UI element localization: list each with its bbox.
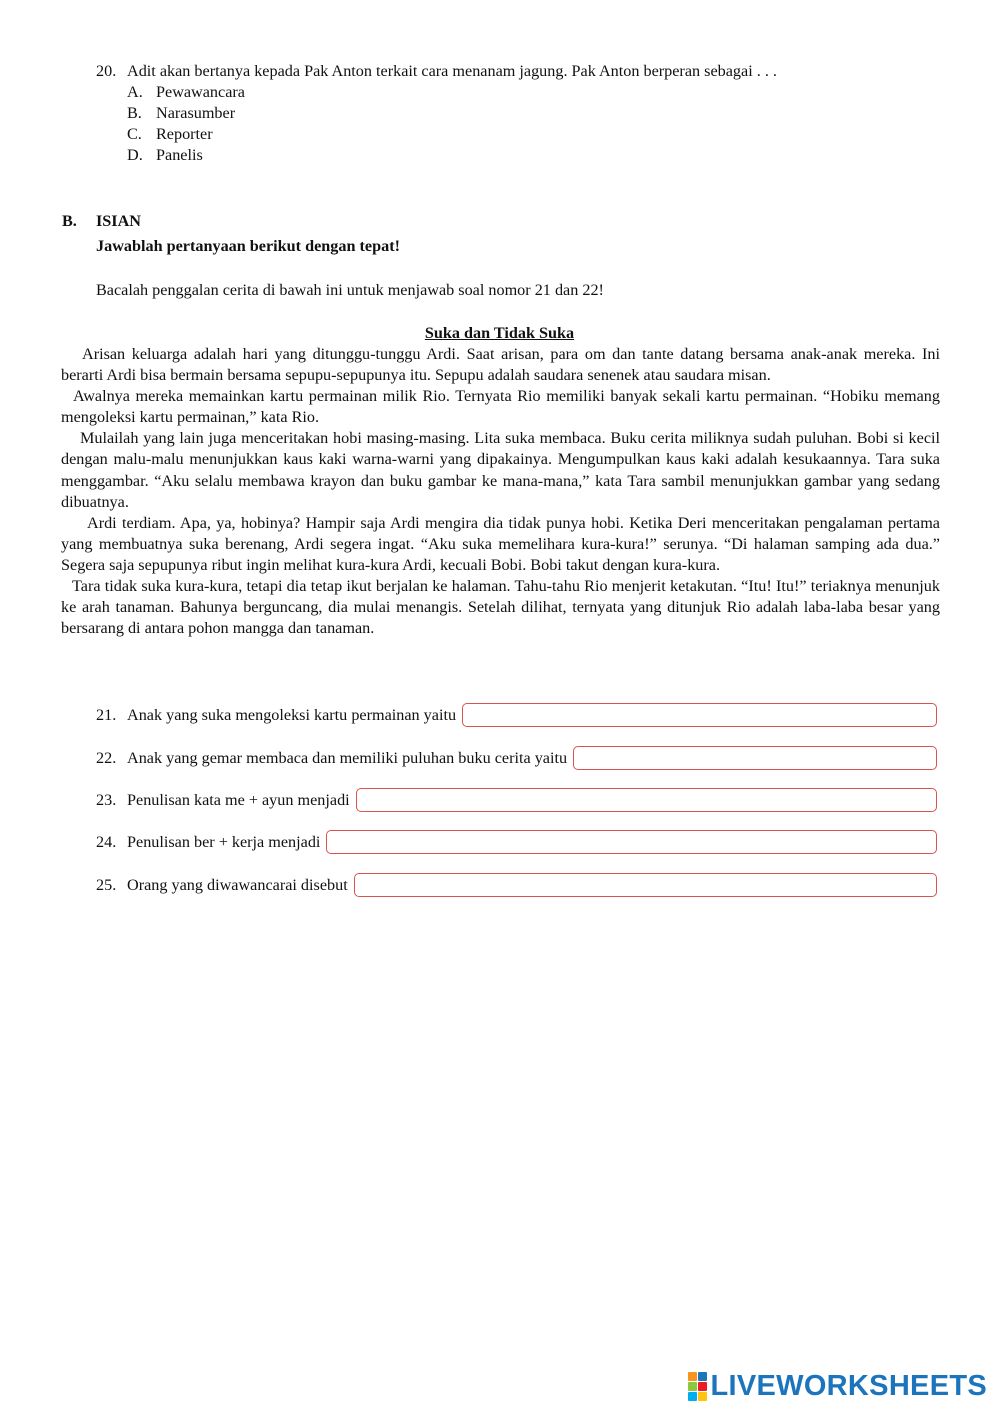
question-text: Orang yang diwawancarai disebut — [127, 875, 348, 894]
question-23 — [96, 787, 937, 813]
question-number: 22. — [96, 748, 117, 767]
logo-cell — [688, 1372, 697, 1381]
question-text: Penulisan kata me + ayun menjadi — [127, 790, 350, 809]
option-text: Reporter — [156, 125, 213, 143]
question-25 — [96, 872, 937, 898]
story-paragraph: Ardi terdiam. Apa, ya, hobinya? Hampir saja Ardi mengira dia tidak punya hobi. Ketika Deri menceritakan pengalaman pertama yang membuatnya suka berenang, Ardi segera ingat. “Aku suka memelihara kura-kura!” serunya. “Di halaman samping ada dua.” Segera saja sepupunya ribut ingin melihat kura-kura Ardi, kecuali Bobi. Bobi takut dengan kura-kura. — [61, 513, 940, 574]
liveworksheets-logo-icon — [688, 1372, 707, 1401]
option-letter: B. — [127, 104, 142, 122]
brand-name: LIVEWORKSHEETS — [710, 1370, 987, 1402]
section-b-heading — [62, 211, 141, 232]
question-20 — [96, 61, 956, 166]
answer-input-21[interactable] — [462, 703, 937, 727]
section-letter: B. — [62, 212, 77, 230]
story-paragraph: Awalnya mereka memainkan kartu permainan milik Rio. Ternyata Rio memiliki banyak sekali kartu permainan. “Hobiku memang mengoleksi kartu permainan,” kata Rio. — [61, 387, 940, 427]
option-text: Narasumber — [156, 104, 236, 122]
section-title: ISIAN — [96, 212, 141, 230]
story-title: Suka dan Tidak Suka — [424, 324, 575, 342]
option-text: Panelis — [156, 146, 203, 164]
story-paragraph: Arisan keluarga adalah hari yang ditunggu-tunggu Ardi. Saat arisan, para om dan tante datang bersama anak-anak mereka. Ini berarti Ardi bisa bermain bersama sepupu-sepupunya itu. Sepupu adalah saudara senenek atau saudara misan. — [61, 345, 940, 385]
question-text: Adit akan bertanya kepada Pak Anton terkait cara menanam jagung. Pak Anton berperan sebagai . . . — [127, 62, 777, 80]
option-a — [96, 82, 956, 103]
question-24 — [96, 829, 937, 855]
option-b — [96, 103, 956, 124]
logo-cell — [698, 1372, 707, 1381]
option-letter: C. — [127, 125, 142, 143]
section-instruction: Jawablah pertanyaan berikut dengan tepat! — [96, 237, 400, 255]
option-c — [96, 124, 956, 145]
question-22 — [96, 745, 937, 771]
story-paragraph: Tara tidak suka kura-kura, tetapi dia tetap ikut berjalan ke halaman. Tahu-tahu Rio menjerit ketakutan. “Itu! Itu!” teriaknya menunjuk ke arah tanaman. Bahunya berguncang, dia mulai menangis. Setelah dilihat, ternyata yang ditunjuk Rio adalah laba-laba besar yang bersarang di antara pohon mangga dan tanaman. — [61, 577, 940, 638]
question-20-stem — [96, 61, 956, 82]
option-letter: D. — [127, 146, 143, 164]
question-21 — [96, 702, 937, 728]
question-number: 25. — [96, 875, 117, 894]
story-paragraph: Mulailah yang lain juga menceritakan hobi masing-masing. Lita suka membaca. Buku cerita miliknya sudah puluhan. Bobi si kecil dengan malu-malu menunjukkan kaus kaki warna-warni yang dipakainya. Mengumpulkan kaus kaki adalah kesukaannya. Tara suka menggambar. “Aku selalu membawa krayon dan buku gambar ke mana-mana,” kata Tara sambil menunjukkan gambar yang sedang dibuatnya. — [61, 429, 940, 511]
question-number: 23. — [96, 790, 117, 809]
question-number: 20. — [96, 62, 117, 80]
question-text: Anak yang gemar membaca dan memiliki puluhan buku cerita yaitu — [127, 748, 568, 767]
option-letter: A. — [127, 83, 143, 101]
logo-cell — [698, 1392, 707, 1401]
story-body — [61, 344, 940, 639]
question-number: 21. — [96, 705, 117, 724]
liveworksheets-brand[interactable] — [688, 1370, 988, 1403]
question-text: Anak yang suka mengoleksi kartu permainan yaitu — [127, 705, 457, 724]
question-text: Penulisan ber + kerja menjadi — [127, 832, 321, 851]
logo-cell — [698, 1382, 707, 1391]
answer-input-24[interactable] — [326, 830, 937, 854]
answer-input-23[interactable] — [356, 788, 937, 812]
logo-cell — [688, 1382, 697, 1391]
story-intro: Bacalah penggalan cerita di bawah ini untuk menjawab soal nomor 21 dan 22! — [96, 281, 604, 299]
logo-cell — [688, 1392, 697, 1401]
option-text: Pewawancara — [156, 83, 245, 101]
answer-input-25[interactable] — [354, 873, 937, 897]
question-number: 24. — [96, 832, 117, 851]
option-d — [96, 145, 956, 166]
answer-input-22[interactable] — [573, 746, 937, 770]
